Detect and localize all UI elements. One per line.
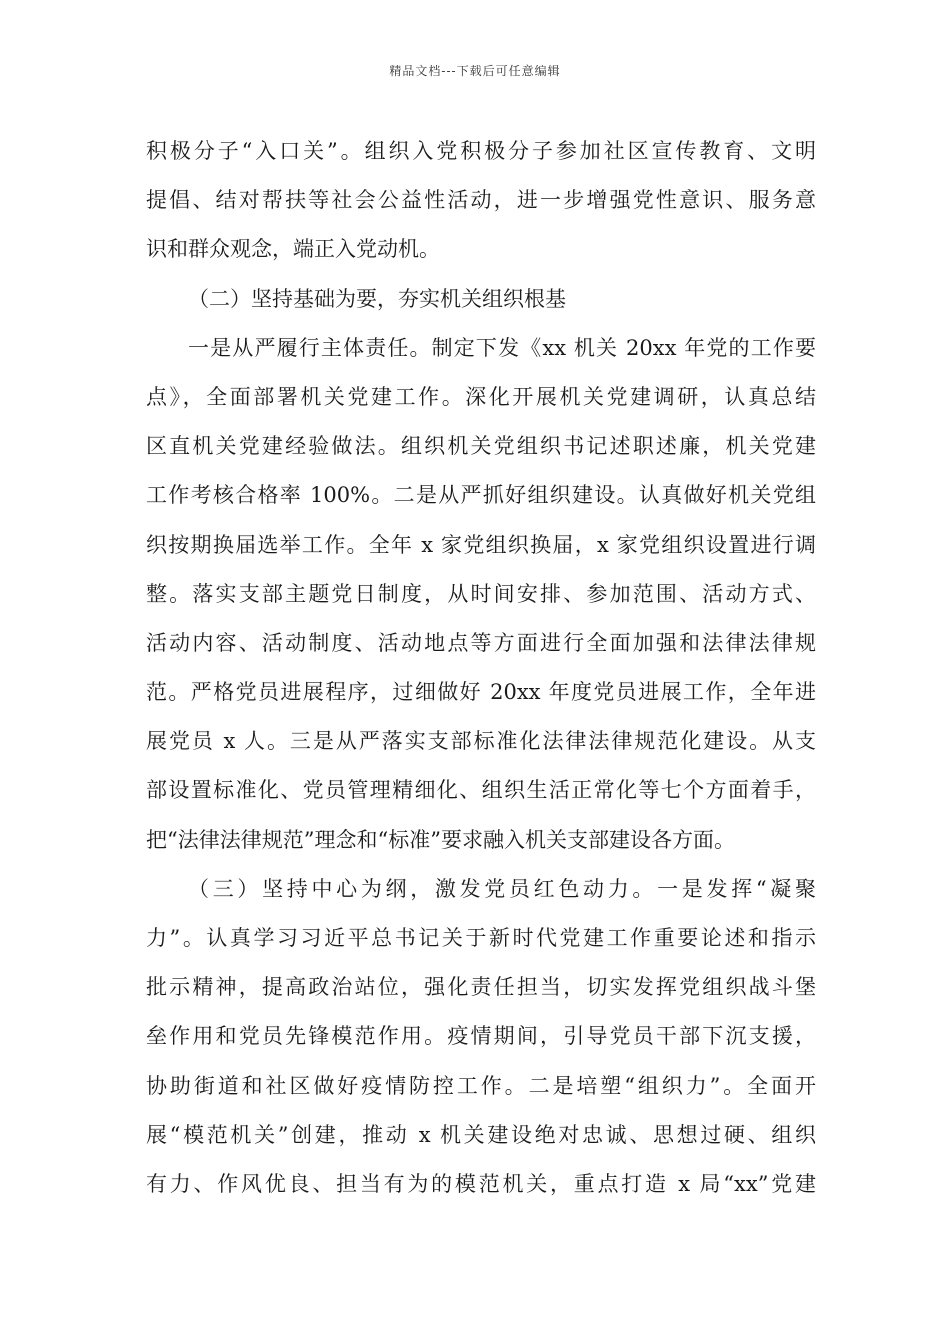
- text-line: 把“法律法律规范”理念和“标准”要求融入机关支部建设各方面。: [146, 827, 735, 852]
- text-line: 批示精神，提高政治站位，强化责任担当，切实发挥党组织战斗堡: [146, 975, 816, 1000]
- section-heading: （三）坚持中心为纲，激发党员红色动力。一是发挥“凝聚: [188, 876, 816, 901]
- text-line: 点》，全面部署机关党建工作。深化开展机关党建调研，认真总结: [146, 384, 816, 409]
- section-heading: （二）坚持基础为要，夯实机关组织根基: [188, 286, 566, 311]
- text-line: 积极分子“入口关”。组织入党积极分子参加社区宣传教育、文明: [146, 139, 816, 163]
- text-line: 整。落实支部主题党日制度，从时间安排、参加范围、活动方式、: [146, 581, 816, 606]
- text-line: 力”。认真学习习近平总书记关于新时代党建工作重要论述和指示: [146, 926, 816, 950]
- text-line: 展“模范机关”创建，推动 x 机关建设绝对忠诚、思想过硬、组织: [146, 1122, 816, 1147]
- text-line: 提倡、结对帮扶等社会公益性活动，进一步增强党性意识、服务意: [146, 188, 816, 213]
- text-line: 活动内容、活动制度、活动地点等方面进行全面加强和法律法律规: [146, 630, 816, 655]
- text-line: 部设置标准化、党员管理精细化、组织生活正常化等七个方面着手，: [146, 778, 816, 803]
- page-header: 精品文档---下载后可任意编辑: [389, 64, 561, 78]
- text-line: 展党员 x 人。三是从严落实支部标准化法律法律规范化建设。从支: [146, 729, 816, 754]
- document-body: [146, 127, 816, 1209]
- text-line: 协助街道和社区做好疫情防控工作。二是培塑“组织力”。全面开: [146, 1073, 816, 1098]
- text-line: 识和群众观念，端正入党动机。: [146, 237, 440, 262]
- text-line: 有力、作风优良、担当有为的模范机关，重点打造 x 局“xx”党建: [146, 1171, 816, 1196]
- text-line: 织按期换届选举工作。全年 x 家党组织换届，x 家党组织设置进行调: [146, 532, 816, 557]
- text-line: 垒作用和党员先锋模范作用。疫情期间，引导党员干部下沉支援，: [146, 1024, 816, 1049]
- text-line: 一是从严履行主体责任。制定下发《xx 机关 20xx 年党的工作要: [188, 335, 816, 360]
- text-line: 工作考核合格率 100%。二是从严抓好组织建设。认真做好机关党组: [146, 483, 816, 508]
- text-line: 范。严格党员进展程序，过细做好 20xx 年度党员进展工作，全年进: [146, 680, 816, 705]
- text-line: 区直机关党建经验做法。组织机关党组织书记述职述廉，机关党建: [146, 434, 816, 459]
